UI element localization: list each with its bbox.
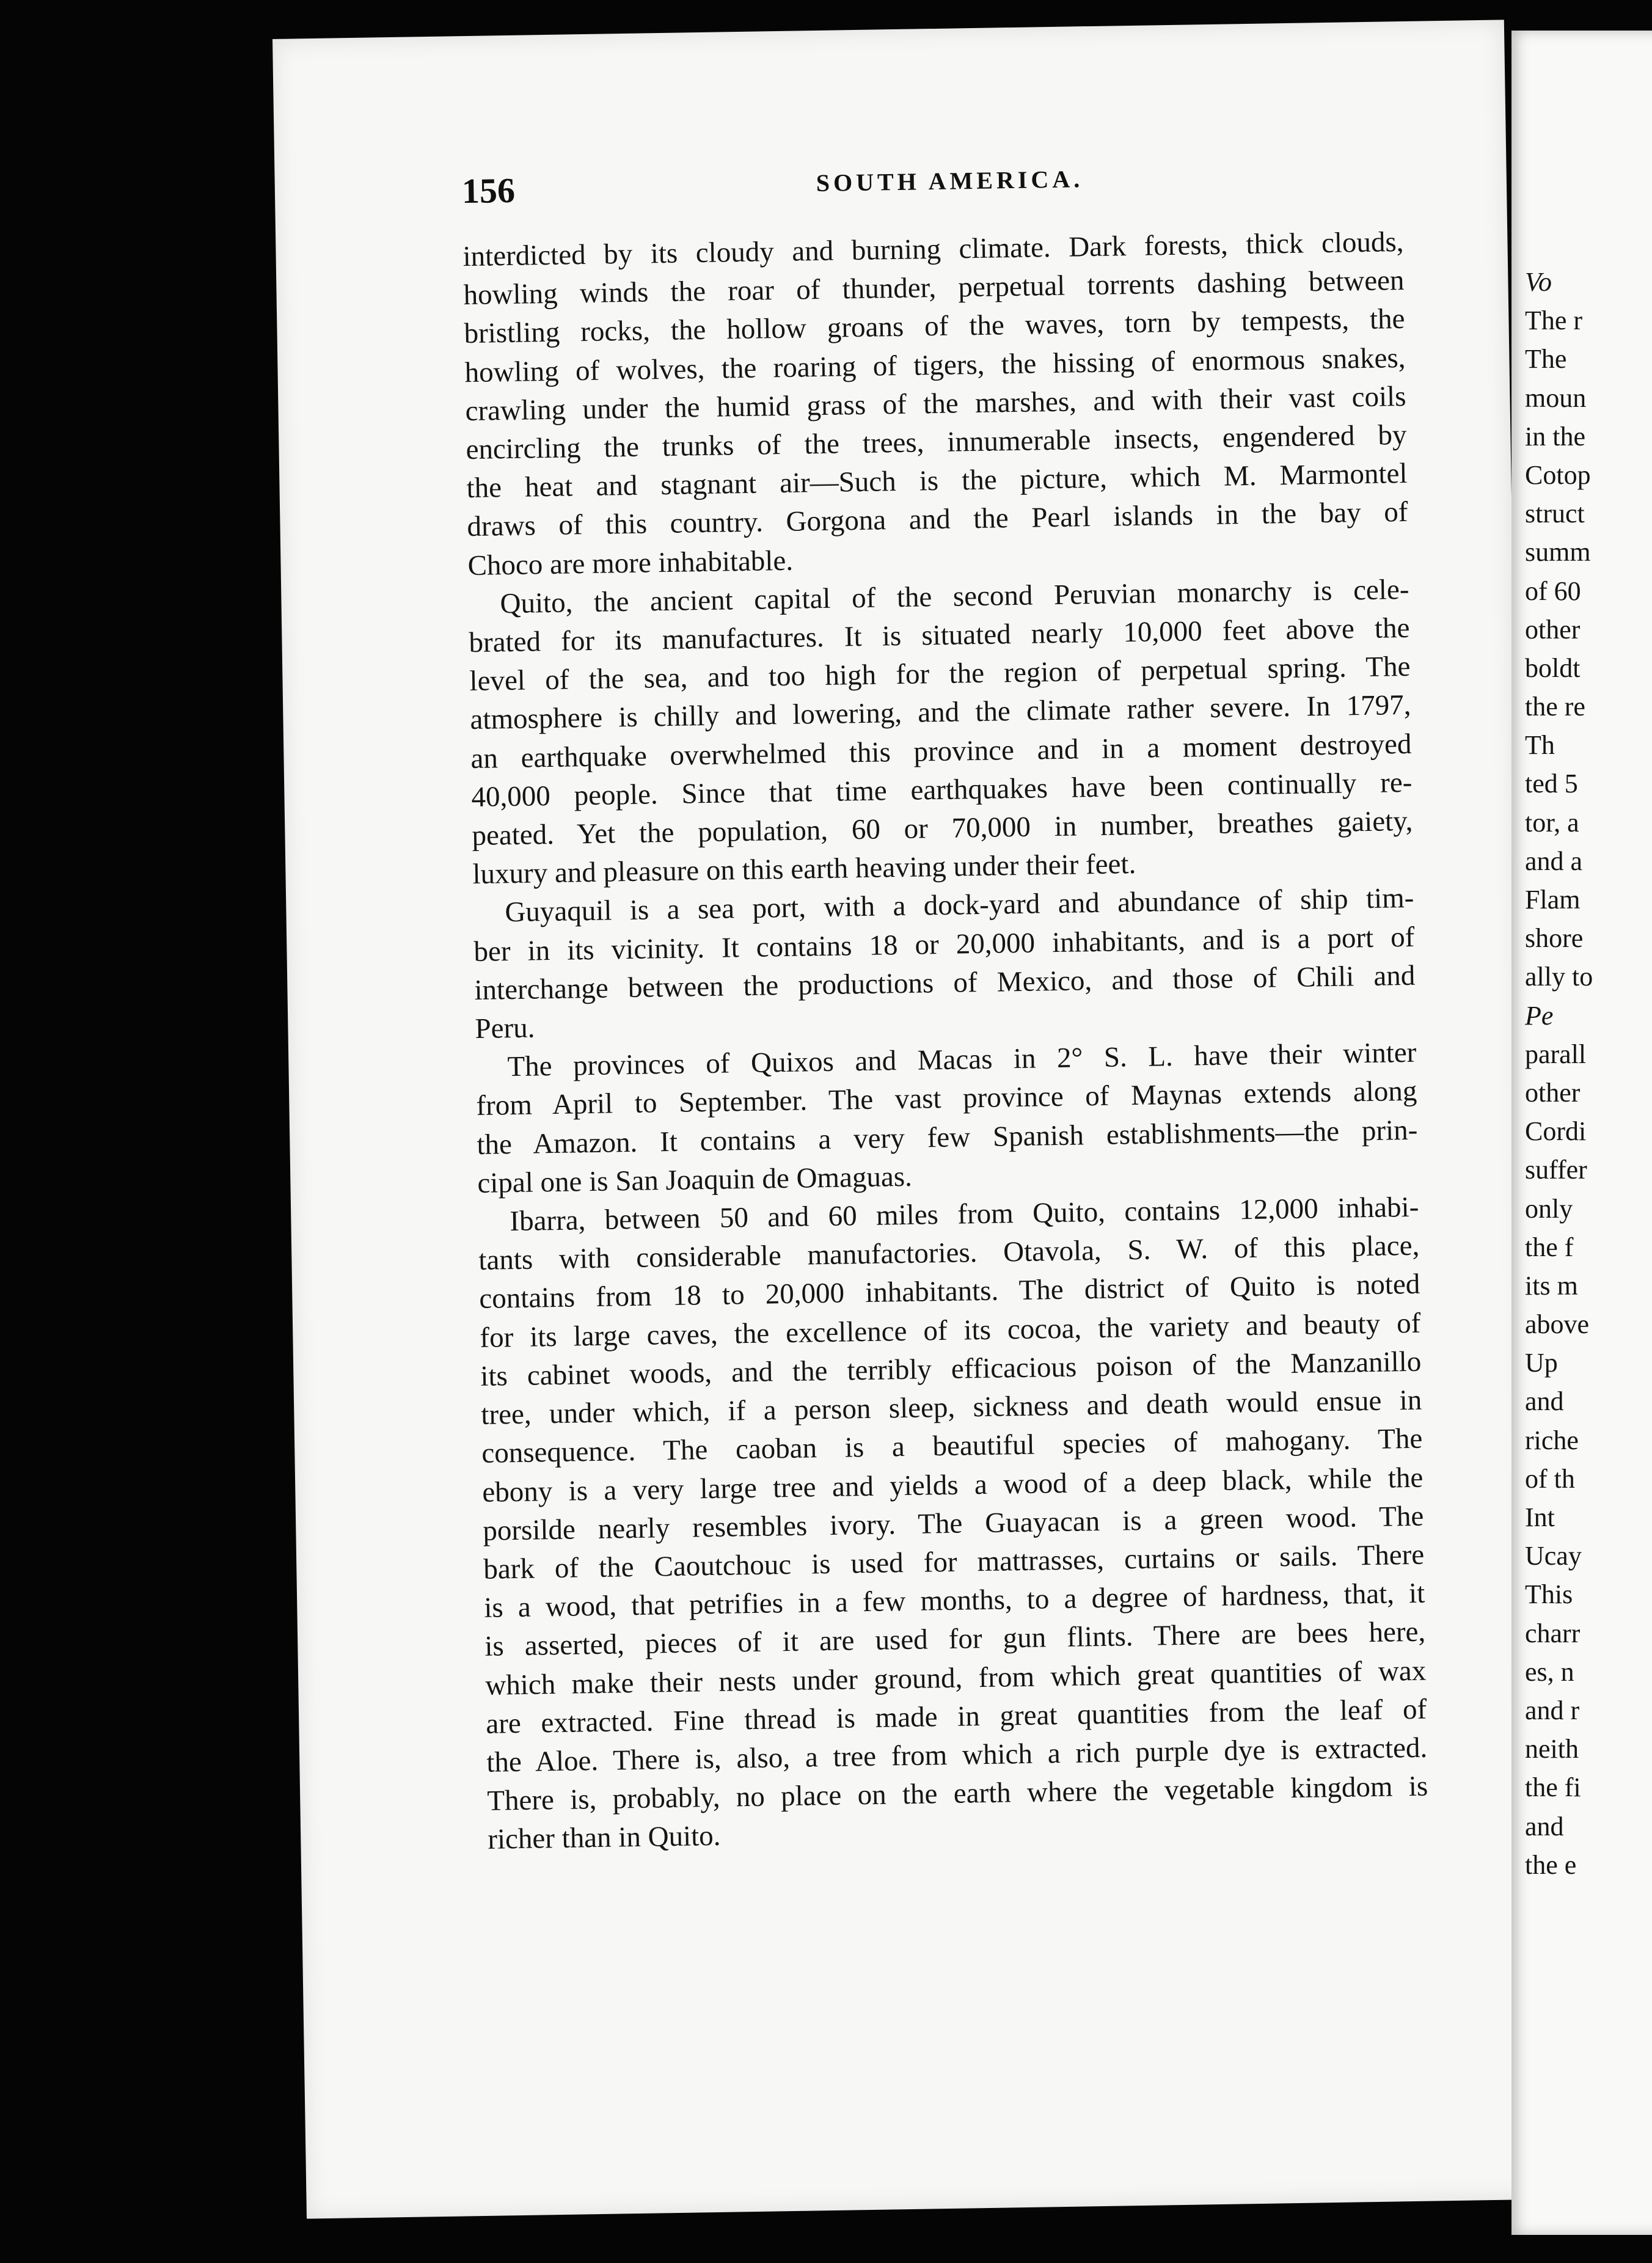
text-fragment: the re <box>1525 692 1585 722</box>
text-line: is asserted, pieces of it are used for gun flints. There are bees here, <box>484 1615 1426 1663</box>
text-line: Choco are more inhabitable. <box>467 544 794 582</box>
text-fragment: shore <box>1525 923 1584 954</box>
text-line: There is, probably, no place on the earth where the vegetable kingdom is <box>486 1770 1428 1817</box>
text-line: howling of wolves, the roaring of tigers, the hissing of enormous snakes, <box>464 342 1406 389</box>
text-fragment: and <box>1525 1386 1564 1417</box>
text-fragment: only <box>1525 1193 1573 1224</box>
text-fragment: other <box>1525 1077 1581 1108</box>
text-line: bark of the Caoutchouc is used for mattrasses, curtains or sails. There <box>483 1538 1425 1585</box>
text-fragment: Int <box>1525 1502 1555 1532</box>
paragraph-start-line: Guyaquil is a sea port, with a dock-yard and abundance of ship tim- <box>505 882 1414 929</box>
page-number: 156 <box>461 170 516 211</box>
text-fragment: The r <box>1525 305 1583 336</box>
text-line: encircling the trunks of the trees, innumerable insects, engendered by <box>466 419 1407 466</box>
text-fragment: Up <box>1525 1348 1558 1378</box>
text-line: the heat and stagnant air—Such is the picture, which M. Marmontel <box>466 458 1408 505</box>
running-head <box>461 156 1403 219</box>
left-page <box>272 20 1538 2218</box>
text-fragment: tor, a <box>1525 807 1579 838</box>
text-fragment: Th <box>1525 730 1555 761</box>
text-fragment: Cotop <box>1525 459 1591 490</box>
text-line: brated for its manufactures. It is situated nearly 10,000 feet above the <box>469 612 1410 659</box>
text-fragment: ally to <box>1525 962 1593 992</box>
text-line: its cabinet woods, and the terribly efficacious poison of the Manzanillo <box>480 1345 1422 1392</box>
text-fragment: Vo <box>1525 267 1552 297</box>
text-line: level of the sea, and too high for the region of perpetual spring. The <box>469 651 1411 698</box>
text-fragment: above <box>1525 1309 1590 1340</box>
text-fragment: its m <box>1525 1270 1578 1301</box>
text-line: atmosphere is chilly and lowering, and the climate rather severe. In 1797, <box>470 689 1411 736</box>
text-line: ebony is a very large tree and yields a wood of a deep black, while the <box>481 1461 1424 1508</box>
text-line: luxury and pleasure on this earth heaving under their feet. <box>472 848 1136 891</box>
text-fragment: parall <box>1525 1039 1587 1069</box>
text-fragment: Pe <box>1525 1000 1554 1031</box>
text-line: an earthquake overwhelmed this province and in a moment destroyed <box>470 728 1412 775</box>
text-fragment: suffer <box>1525 1155 1587 1185</box>
text-fragment: the f <box>1525 1232 1574 1262</box>
text-line: is a wood, that petrifies in a few months, to a degree of hardness, that, it <box>483 1577 1425 1624</box>
text-line: are extracted. Fine thread is made in great quantities from the leaf of <box>485 1693 1427 1740</box>
text-fragment: riche <box>1525 1425 1579 1455</box>
text-line: richer than in Quito. <box>487 1820 721 1856</box>
text-line: draws of this country. Gorgona and the Pearl islands in the bay of <box>467 496 1408 543</box>
paragraph-start-line: The provinces of Quixos and Macas in 2° S. L. have their winter <box>507 1037 1417 1083</box>
running-title: SOUTH AMERICA. <box>816 165 1084 197</box>
text-fragment: neith <box>1525 1734 1579 1764</box>
text-fragment: es, n <box>1525 1656 1574 1687</box>
text-fragment: other <box>1525 614 1581 645</box>
paragraph-start-line: Ibarra, between 50 and 60 miles from Quito, contains 12,000 inhabi- <box>510 1191 1419 1238</box>
text-fragment: and r <box>1525 1695 1580 1725</box>
right-page-text-fragments <box>1525 263 1652 1884</box>
text-line: bristling rocks, the hollow groans of the waves, torn by tempests, the <box>464 303 1405 350</box>
text-line: porsilde nearly resembles ivory. The Guayacan is a green wood. The <box>482 1500 1424 1547</box>
text-fragment: charr <box>1525 1618 1581 1648</box>
text-line: tree, under which, if a person sleep, sickness and death would ensue in <box>481 1384 1422 1431</box>
body-text <box>462 223 1429 1859</box>
paragraph-start-line: Quito, the ancient capital of the second Peruvian monarchy is cele- <box>500 573 1409 620</box>
text-fragment: and a <box>1525 846 1583 876</box>
text-fragment: of th <box>1525 1463 1575 1494</box>
right-page-edge <box>1511 31 1652 2235</box>
text-fragment: Cordi <box>1525 1116 1587 1147</box>
text-line: howling winds the roar of thunder, perpetual torrents dashing between <box>463 265 1405 312</box>
text-line: consequence. The caoban is a beautiful species of mahogany. The <box>481 1423 1423 1470</box>
text-fragment: boldt <box>1525 653 1581 683</box>
text-fragment: of 60 <box>1525 576 1581 606</box>
text-line: crawling under the humid grass of the marshes, and with their vast coils <box>465 380 1406 427</box>
text-fragment: summ <box>1525 537 1591 568</box>
text-fragment: This <box>1525 1579 1573 1610</box>
text-fragment: the fi <box>1525 1772 1581 1803</box>
text-fragment: in the <box>1525 421 1585 452</box>
text-fragment: struct <box>1525 499 1585 529</box>
text-line: contains from 18 to 20,000 inhabitants. The district of Quito is noted <box>479 1268 1420 1315</box>
text-line: the Amazon. It contains a very few Spanish establishments—the prin- <box>477 1114 1418 1161</box>
text-fragment: Ucay <box>1525 1541 1582 1571</box>
text-line: from April to September. The vast province of Maynas extends along <box>476 1075 1417 1122</box>
text-fragment: ted 5 <box>1525 769 1578 799</box>
text-line: interchange between the productions of Mexico, and those of Chili and <box>474 959 1416 1006</box>
text-line: peated. Yet the population, 60 or 70,000 in number, breathes gaiety, <box>472 805 1413 852</box>
text-line: which make their nests under ground, from which great quantities of wax <box>484 1654 1427 1702</box>
text-fragment: the e <box>1525 1849 1577 1880</box>
text-line: tants with considerable manufactories. Otavola, S. W. of this place, <box>478 1230 1420 1277</box>
text-line: for its large caves, the excellence of its cocoa, the variety and beauty of <box>480 1307 1421 1354</box>
text-fragment: The <box>1525 344 1567 375</box>
text-line: ber in its vicinity. It contains 18 or 20,000 inhabitants, and is a port of <box>473 921 1415 968</box>
text-fragment: moun <box>1525 382 1587 413</box>
text-line: interdicted by its cloudy and burning climate. Dark forests, thick clouds, <box>462 225 1404 273</box>
text-fragment: Flam <box>1525 885 1581 915</box>
text-line: cipal one is San Joaquin de Omaguas. <box>477 1160 913 1199</box>
text-line: 40,000 people. Since that time earthquakes have been continually re- <box>471 766 1413 813</box>
text-line: the Aloe. There is, also, a tree from which a rich purple dye is extracted. <box>486 1731 1428 1779</box>
text-fragment: and <box>1525 1811 1564 1841</box>
text-line: Peru. <box>475 1012 535 1045</box>
